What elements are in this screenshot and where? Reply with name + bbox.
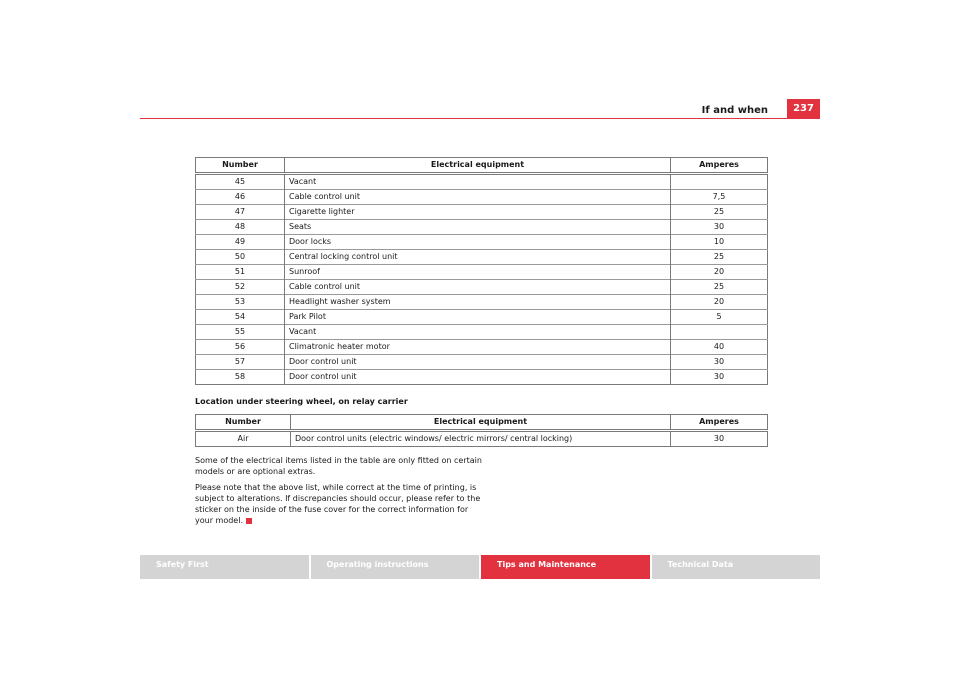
cell-equipment: Cigarette lighter [285, 205, 671, 220]
column-header-number: Number [196, 415, 291, 431]
cell-number: 49 [196, 235, 285, 250]
cell-equipment: Seats [285, 220, 671, 235]
column-header-amperes: Amperes [671, 415, 768, 431]
cell-number: 53 [196, 295, 285, 310]
column-header-amperes: Amperes [671, 158, 768, 174]
cell-number: 51 [196, 265, 285, 280]
column-header-equipment: Electrical equipment [291, 415, 671, 431]
cell-equipment: Vacant [285, 325, 671, 340]
fuse-table-main [195, 157, 768, 385]
cell-number: 56 [196, 340, 285, 355]
table-row [196, 310, 768, 325]
cell-number: 47 [196, 205, 285, 220]
cell-number: 58 [196, 370, 285, 385]
cell-number: 52 [196, 280, 285, 295]
cell-number: Air [237, 434, 249, 443]
cell-equipment: Central locking control unit [285, 250, 671, 265]
table-row [196, 190, 768, 205]
table-row [196, 325, 768, 340]
table-row [196, 431, 768, 447]
tab-tips-and-maintenance[interactable]: Tips and Maintenance [481, 555, 650, 579]
cell-amperes: 20 [671, 265, 768, 280]
cell-number: 57 [196, 355, 285, 370]
cell-amperes: 30 [671, 220, 768, 235]
cell-equipment: Headlight washer system [285, 295, 671, 310]
tab-operating-instructions[interactable]: Operating instructions [311, 555, 480, 579]
cell-equipment: Door control unit [285, 370, 671, 385]
section-title: If and when [701, 105, 768, 116]
fuse-table-relay-carrier-body [196, 431, 768, 447]
cell-number: 46 [196, 190, 285, 205]
cell-number: 55 [196, 325, 285, 340]
cell-number: 48 [196, 220, 285, 235]
table-row [196, 235, 768, 250]
notes-block [195, 455, 485, 531]
cell-amperes: 20 [671, 295, 768, 310]
fuse-table-main-body [196, 174, 768, 385]
cell-amperes: 5 [671, 310, 768, 325]
cell-equipment: Cable control unit [285, 280, 671, 295]
table-row [196, 205, 768, 220]
tab-safety-first[interactable]: Safety First [140, 555, 309, 579]
table-row [196, 295, 768, 310]
cell-amperes: 25 [671, 250, 768, 265]
cell-amperes: 30 [671, 355, 768, 370]
page-number-badge: 237 [787, 99, 820, 118]
table-row [196, 280, 768, 295]
table-row [196, 250, 768, 265]
tab-technical-data[interactable]: Technical Data [652, 555, 821, 579]
header-divider [140, 118, 820, 119]
cell-amperes: 25 [671, 280, 768, 295]
column-header-equipment: Electrical equipment [285, 158, 671, 174]
cell-amperes: 25 [671, 205, 768, 220]
cell-amperes: 40 [671, 340, 768, 355]
note-alterations-text: Please note that the above list, while correct at the time of printing, is subject to alterations. If discrepancies should occur, please refer to the sticker on the inside of the fuse cover for the correct information for your model. [195, 483, 481, 525]
cell-amperes: 7,5 [671, 190, 768, 205]
cell-equipment: Climatronic heater motor [285, 340, 671, 355]
table-row [196, 265, 768, 280]
cell-equipment: Sunroof [285, 265, 671, 280]
cell-number: 54 [196, 310, 285, 325]
cell-amperes: 30 [671, 370, 768, 385]
chapter-tab-bar [140, 555, 820, 579]
note-optional-extras: Some of the electrical items listed in the table are only fitted on certain models or are optional extras. [195, 456, 482, 476]
table-row [196, 174, 768, 190]
cell-number: 45 [234, 177, 246, 186]
relay-carrier-caption: Location under steering wheel, on relay carrier [195, 397, 408, 406]
table-row [196, 340, 768, 355]
cell-equipment: Door locks [285, 235, 671, 250]
end-of-section-icon [246, 518, 252, 524]
cell-amperes [671, 325, 768, 340]
table-row [196, 370, 768, 385]
cell-amperes [671, 174, 768, 190]
column-header-number: Number [196, 158, 285, 174]
fuse-table-relay-carrier [195, 414, 768, 447]
cell-equipment: Park Pilot [285, 310, 671, 325]
note-alterations [195, 482, 485, 526]
cell-amperes: 10 [671, 235, 768, 250]
table-row [196, 220, 768, 235]
cell-equipment: Cable control unit [285, 190, 671, 205]
cell-number: 50 [196, 250, 285, 265]
table-header-row [196, 415, 768, 431]
cell-equipment: Door control unit [285, 355, 671, 370]
cell-equipment: Vacant [285, 174, 671, 190]
table-row [196, 355, 768, 370]
cell-amperes: 30 [671, 431, 768, 447]
table-header-row [196, 158, 768, 174]
cell-equipment: Door control units (electric windows/ electric mirrors/ central locking) [291, 431, 671, 447]
